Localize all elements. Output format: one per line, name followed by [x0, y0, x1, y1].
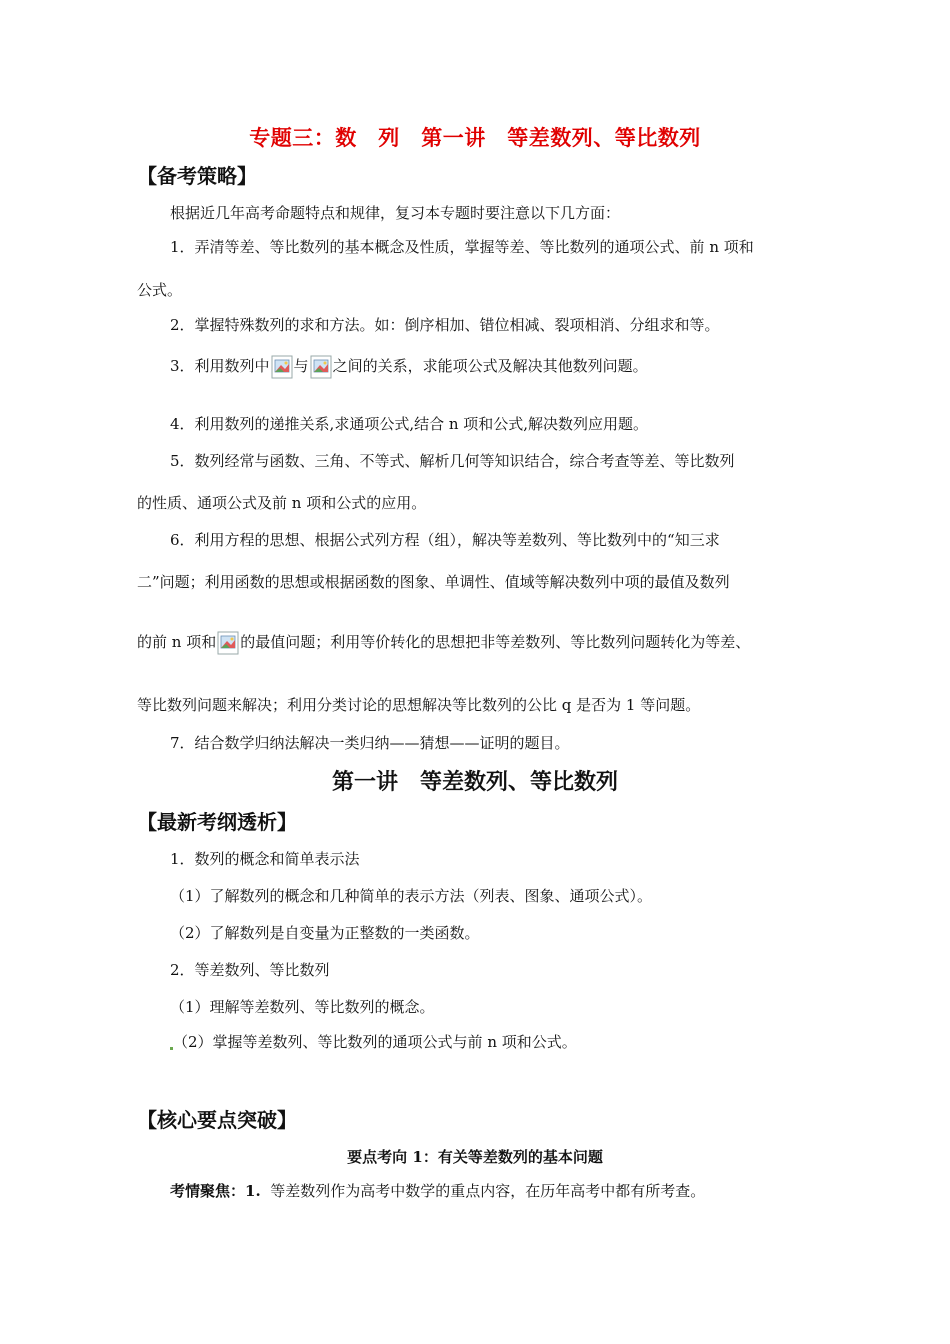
outline-item-2b [170, 1032, 577, 1052]
focus-text: 等差数列作为高考中数学的重点内容，在历年高考中都有所考查。 [270, 1182, 706, 1200]
strategy-item-3 [170, 355, 648, 379]
section-heading-outline: 【最新考纲透析】 [137, 810, 297, 834]
strategy-item-5-line-1: 5．数列经常与函数、三角、不等式、解析几何等知识结合，综合考查等差、等比数列 [170, 452, 735, 470]
strategy-item-2: 2．掌握特殊数列的求和方法。如：倒序相加、错位相减、裂项相消、分组求和等。 [170, 316, 720, 334]
strategy-item-7: 7．结合数学归纳法解决一类归纳——猜想——证明的题目。 [170, 734, 570, 752]
strategy-item-6-line-3-part-b: 的最值问题；利用等价转化的思想把非等差数列、等比数列问题转化为等差、 [240, 633, 751, 651]
section-heading-core: 【核心要点突破】 [137, 1108, 297, 1132]
outline-item-2b-text: （2）掌握等差数列、等比数列的通项公式与前 n 项和公式。 [173, 1033, 577, 1051]
strategy-item-5-line-2: 的性质、通项公式及前 n 项和公式的应用。 [137, 494, 427, 512]
strategy-intro: 根据近几年高考命题特点和规律，复习本专题时要注意以下几方面： [170, 204, 621, 222]
key-point-1-title: 要点考向 1：有关等差数列的基本问题 [347, 1148, 603, 1166]
broken-image-icon [310, 355, 332, 379]
page-title: 专题三：数 列 第一讲 等差数列、等比数列 [249, 125, 701, 150]
outline-item-1a: （1）了解数列的概念和几种简单的表示方法（列表、图象、通项公式）。 [170, 887, 653, 905]
focus-label: 考情聚焦：1. [170, 1182, 261, 1200]
broken-image-icon [217, 631, 239, 655]
lecture-title: 第一讲 等差数列、等比数列 [331, 769, 618, 795]
strategy-item-1-line-2: 公式。 [137, 281, 183, 299]
strategy-item-6-line-3 [137, 631, 750, 655]
strategy-item-4: 4．利用数列的递推关系,求通项公式,结合 n 项和公式,解决数列应用题。 [170, 415, 649, 433]
strategy-item-6-line-1: 6．利用方程的思想、根据公式列方程（组），解决等差数列、等比数列中的“知三求 [170, 531, 720, 549]
broken-image-icon [271, 355, 293, 379]
outline-item-1b: （2）了解数列是自变量为正整数的一类函数。 [170, 924, 480, 942]
strategy-item-3-part-c: 之间的关系，求能项公式及解决其他数列问题。 [332, 357, 648, 375]
outline-item-1: 1．数列的概念和简单表示法 [170, 850, 360, 868]
outline-item-2: 2．等差数列、等比数列 [170, 961, 330, 979]
focus-paragraph [170, 1181, 705, 1201]
section-heading-strategy: 【备考策略】 [137, 164, 257, 188]
strategy-item-3-part-b: 与 [293, 357, 309, 375]
outline-item-2a: （1）理解等差数列、等比数列的概念。 [170, 998, 435, 1016]
strategy-item-6-line-4: 等比数列问题来解决；利用分类讨论的思想解决等比数列的公比 q 是否为 1 等问题。 [137, 696, 701, 714]
strategy-item-3-part-a: 3．利用数列中 [170, 357, 270, 375]
strategy-item-6-line-2: 二”问题；利用函数的思想或根据函数的图象、单调性、值域等解决数列中项的最值及数列 [137, 573, 730, 591]
strategy-item-6-line-3-part-a: 的前 n 项和 [137, 633, 217, 651]
strategy-item-1-line-1: 1．弄清等差、等比数列的基本概念及性质，掌握等差、等比数列的通项公式、前 n 项和 [170, 238, 754, 256]
